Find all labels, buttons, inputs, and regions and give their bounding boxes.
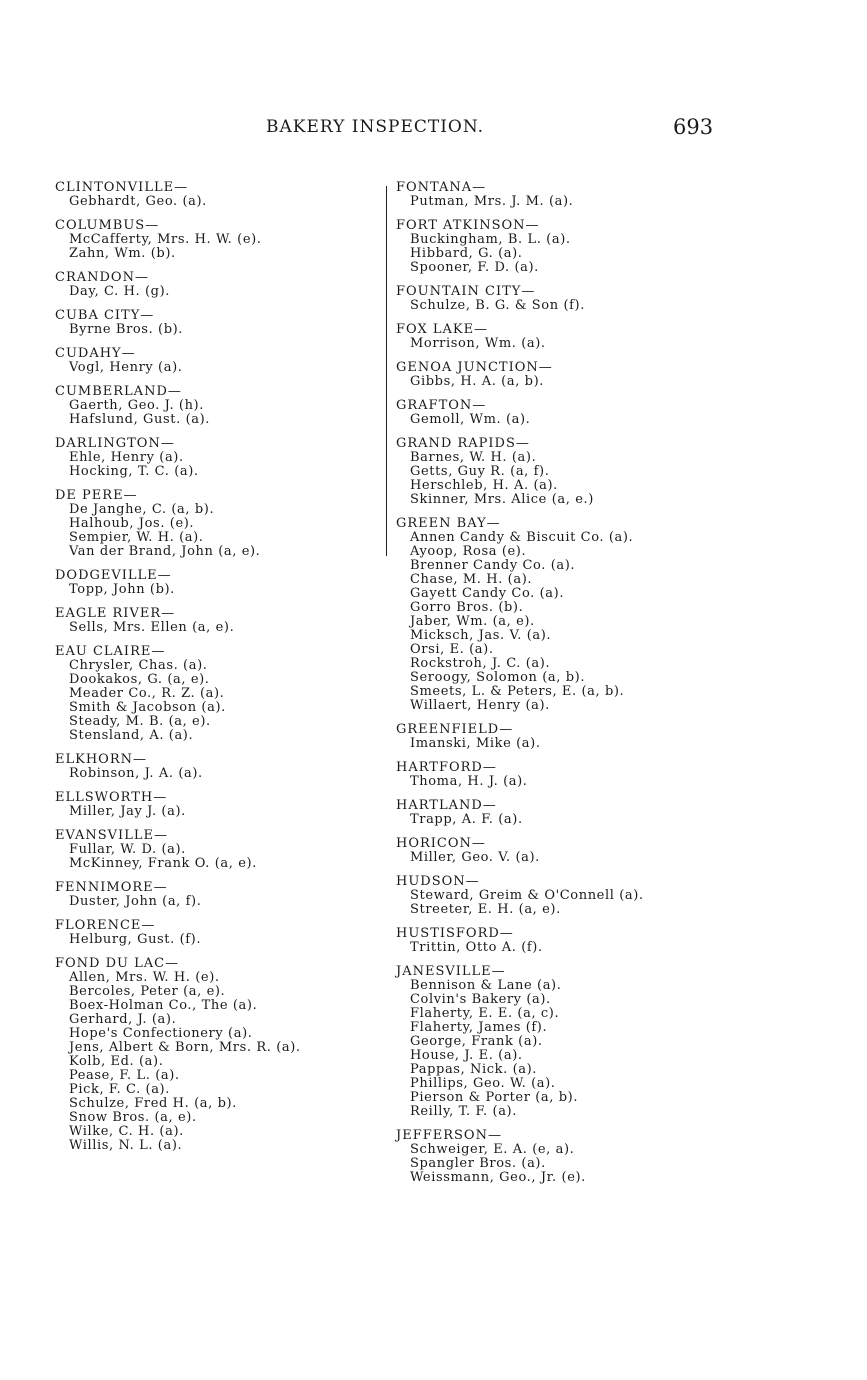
bakery-entry: Rockstroh, J. C. (a).: [410, 656, 551, 671]
town-name: CUDAHY—: [55, 346, 136, 361]
town-listing: [396, 399, 776, 427]
town-listing: [55, 347, 435, 375]
bakery-entry: Seroogy, Solomon (a, b).: [410, 670, 586, 685]
town-name: GRAFTON—: [396, 398, 487, 413]
bakery-entry: Micksch, Jas. V. (a).: [410, 628, 552, 643]
bakery-entry: McCafferty, Mrs. H. W. (e).: [69, 232, 262, 247]
bakery-entry: Dookakos, G. (a, e).: [69, 672, 210, 687]
town-name: EAGLE RIVER—: [55, 606, 176, 621]
town-listing: [55, 881, 435, 909]
town-listing: [396, 927, 776, 955]
bakery-entry: Morrison, Wm. (a).: [410, 336, 546, 351]
bakery-entry: Thoma, H. J. (a).: [410, 774, 528, 789]
town-name: GENOA JUNCTION—: [396, 360, 553, 375]
bakery-entry: Jaber, Wm. (a, e).: [410, 614, 535, 629]
town-name: CUBA CITY—: [55, 308, 155, 323]
bakery-entry: Reilly, T. F. (a).: [410, 1104, 517, 1119]
town-name: FOND DU LAC—: [55, 956, 180, 971]
bakery-entry: McKinney, Frank O. (a, e).: [69, 856, 257, 871]
town-listing: [396, 323, 776, 351]
town-name: FOUNTAIN CITY—: [396, 284, 536, 299]
town-listing: [55, 919, 435, 947]
bakery-entry: Pappas, Nick. (a).: [410, 1062, 538, 1077]
bakery-entry: Fullar, W. D. (a).: [69, 842, 186, 857]
bakery-entry: Smith & Jacobson (a).: [69, 700, 226, 715]
town-name: DARLINGTON—: [55, 436, 175, 451]
bakery-entry: Jens, Albert & Born, Mrs. R. (a).: [69, 1040, 301, 1055]
bakery-entry: Gaerth, Geo. J. (h).: [69, 398, 204, 413]
bakery-entry: Imanski, Mike (a).: [410, 736, 541, 751]
town-name: COLUMBUS—: [55, 218, 160, 233]
bakery-entry: Van der Brand, John (a, e).: [69, 544, 261, 559]
town-listing: [55, 753, 435, 781]
town-name: ELKHORN—: [55, 752, 147, 767]
bakery-entry: Annen Candy & Biscuit Co. (a).: [410, 530, 634, 545]
bakery-entry: Hope's Confectionery (a).: [69, 1026, 253, 1041]
bakery-entry: Gorro Bros. (b).: [410, 600, 524, 615]
bakery-entry: Chase, M. H. (a).: [410, 572, 533, 587]
bakery-entry: Getts, Guy R. (a, f).: [410, 464, 550, 479]
town-name: HUSTISFORD—: [396, 926, 514, 941]
town-listing: [55, 181, 435, 209]
town-listing: [55, 607, 435, 635]
bakery-entry: Willis, N. L. (a).: [69, 1138, 183, 1153]
town-listing: [396, 723, 776, 751]
bakery-entry: Schulze, B. G. & Son (f).: [410, 298, 585, 313]
bakery-entry: Sells, Mrs. Ellen (a, e).: [69, 620, 235, 635]
right-column: [396, 181, 776, 1195]
bakery-entry: Sempier, W. H. (a).: [69, 530, 204, 545]
bakery-entry: De Janghe, C. (a, b).: [69, 502, 215, 517]
bakery-entry: Spangler Bros. (a).: [410, 1156, 546, 1171]
bakery-entry: Trittin, Otto A. (f).: [410, 940, 543, 955]
bakery-entry: Gebhardt, Geo. (a).: [69, 194, 207, 209]
bakery-entry: Steward, Greim & O'Connell (a).: [410, 888, 644, 903]
bakery-entry: Chrysler, Chas. (a).: [69, 658, 208, 673]
running-title: BAKERY INSPECTION.: [266, 117, 485, 137]
town-name: HUDSON—: [396, 874, 480, 889]
bakery-entry: Snow Bros. (a, e).: [69, 1110, 197, 1125]
bakery-entry: Zahn, Wm. (b).: [69, 246, 176, 261]
bakery-entry: Orsi, E. (a).: [410, 642, 494, 657]
town-name: EVANSVILLE—: [55, 828, 168, 843]
bakery-entry: Brenner Candy Co. (a).: [410, 558, 576, 573]
bakery-entry: Willaert, Henry (a).: [410, 698, 550, 713]
bakery-entry: Robinson, J. A. (a).: [69, 766, 203, 781]
bakery-entry: Kolb, Ed. (a).: [69, 1054, 164, 1069]
town-listing: [396, 761, 776, 789]
bakery-entry: Meader Co., R. Z. (a).: [69, 686, 225, 701]
bakery-entry: Schulze, Fred H. (a, b).: [69, 1096, 237, 1111]
bakery-entry: Schweiger, E. A. (e, a).: [410, 1142, 575, 1157]
bakery-entry: Miller, Jay J. (a).: [69, 804, 186, 819]
bakery-entry: Flaherty, E. E. (a, c).: [410, 1006, 560, 1021]
town-name: GRAND RAPIDS—: [396, 436, 530, 451]
town-name: FENNIMORE—: [55, 880, 168, 895]
town-name: CLINTONVILLE—: [55, 180, 189, 195]
bakery-entry: Boex-Holman Co., The (a).: [69, 998, 258, 1013]
town-name: DODGEVILLE—: [55, 568, 172, 583]
town-name: FONTANA—: [396, 180, 487, 195]
bakery-entry: Phillips, Geo. W. (a).: [410, 1076, 556, 1091]
bakery-entry: Hocking, T. C. (a).: [69, 464, 199, 479]
bakery-entry: Ayoop, Rosa (e).: [410, 544, 527, 559]
town-listing: [396, 361, 776, 389]
bakery-entry: George, Frank (a).: [410, 1034, 543, 1049]
bakery-entry: Weissmann, Geo., Jr. (e).: [410, 1170, 586, 1185]
bakery-entry: Flaherty, James (f).: [410, 1020, 548, 1035]
bakery-entry: Hibbard, G. (a).: [410, 246, 523, 261]
bakery-entry: Gibbs, H. A. (a, b).: [410, 374, 544, 389]
bakery-entry: Streeter, E. H. (a, e).: [410, 902, 561, 917]
town-listing: [396, 285, 776, 313]
bakery-entry: Helburg, Gust. (f).: [69, 932, 202, 947]
bakery-entry: Duster, John (a, f).: [69, 894, 202, 909]
town-listing: [396, 517, 776, 713]
bakery-entry: Stensland, A. (a).: [69, 728, 194, 743]
town-listing: [396, 799, 776, 827]
bakery-entry: Putman, Mrs. J. M. (a).: [410, 194, 574, 209]
town-listing: [55, 791, 435, 819]
town-name: HARTFORD—: [396, 760, 497, 775]
bakery-entry: Buckingham, B. L. (a).: [410, 232, 571, 247]
town-name: HARTLAND—: [396, 798, 497, 813]
bakery-entry: Gerhard, J. (a).: [69, 1012, 177, 1027]
bakery-entry: Bercoles, Peter (a, e).: [69, 984, 226, 999]
page-header: [0, 117, 867, 141]
town-listing: [55, 309, 435, 337]
bakery-entry: House, J. E. (a).: [410, 1048, 523, 1063]
bakery-entry: Gayett Candy Co. (a).: [410, 586, 565, 601]
bakery-entry: Day, C. H. (g).: [69, 284, 171, 299]
town-name: DE PERE—: [55, 488, 138, 503]
left-column: [55, 181, 435, 1163]
town-name: JEFFERSON—: [396, 1128, 502, 1143]
town-name: FORT ATKINSON—: [396, 218, 540, 233]
town-name: CRANDON—: [55, 270, 149, 285]
town-name: GREENFIELD—: [396, 722, 514, 737]
bakery-entry: Gemoll, Wm. (a).: [410, 412, 531, 427]
town-listing: [55, 569, 435, 597]
town-listing: [55, 271, 435, 299]
town-listing: [396, 1129, 776, 1185]
town-name: FLORENCE—: [55, 918, 156, 933]
town-name: HORICON—: [396, 836, 486, 851]
bakery-entry: Hafslund, Gust. (a).: [69, 412, 211, 427]
bakery-entry: Trapp, A. F. (a).: [410, 812, 523, 827]
bakery-entry: Bennison & Lane (a).: [410, 978, 562, 993]
bakery-entry: Pease, F. L. (a).: [69, 1068, 180, 1083]
bakery-entry: Byrne Bros. (b).: [69, 322, 184, 337]
town-name: FOX LAKE—: [396, 322, 489, 337]
town-listing: [396, 437, 776, 507]
bakery-entry: Skinner, Mrs. Alice (a, e.): [410, 492, 594, 507]
town-listing: [396, 219, 776, 275]
town-listing: [55, 385, 435, 427]
town-name: EAU CLAIRE—: [55, 644, 166, 659]
bakery-entry: Steady, M. B. (a, e).: [69, 714, 211, 729]
bakery-entry: Barnes, W. H. (a).: [410, 450, 537, 465]
bakery-entry: Herschleb, H. A. (a).: [410, 478, 558, 493]
bakery-entry: Smeets, L. & Peters, E. (a, b).: [410, 684, 625, 699]
town-listing: [55, 957, 435, 1153]
town-listing: [55, 829, 435, 871]
town-listing: [55, 437, 435, 479]
town-listing: [396, 181, 776, 209]
bakery-entry: Pierson & Porter (a, b).: [410, 1090, 579, 1105]
bakery-entry: Colvin's Bakery (a).: [410, 992, 551, 1007]
bakery-entry: Vogl, Henry (a).: [69, 360, 183, 375]
town-listing: [396, 875, 776, 917]
town-listing: [396, 965, 776, 1119]
bakery-entry: Ehle, Henry (a).: [69, 450, 184, 465]
bakery-entry: Allen, Mrs. W. H. (e).: [69, 970, 220, 985]
bakery-entry: Miller, Geo. V. (a).: [410, 850, 540, 865]
bakery-entry: Pick, F. C. (a).: [69, 1082, 170, 1097]
town-name: GREEN BAY—: [396, 516, 501, 531]
town-listing: [396, 837, 776, 865]
town-listing: [55, 219, 435, 261]
town-name: ELLSWORTH—: [55, 790, 168, 805]
bakery-entry: Spooner, F. D. (a).: [410, 260, 539, 275]
bakery-entry: Wilke, C. H. (a).: [69, 1124, 184, 1139]
town-name: JANESVILLE—: [396, 964, 506, 979]
town-listing: [55, 489, 435, 559]
town-listing: [55, 645, 435, 743]
page-number: 693: [673, 115, 714, 139]
town-name: CUMBERLAND—: [55, 384, 182, 399]
bakery-entry: Topp, John (b).: [69, 582, 175, 597]
bakery-entry: Halhoub, Jos. (e).: [69, 516, 195, 531]
